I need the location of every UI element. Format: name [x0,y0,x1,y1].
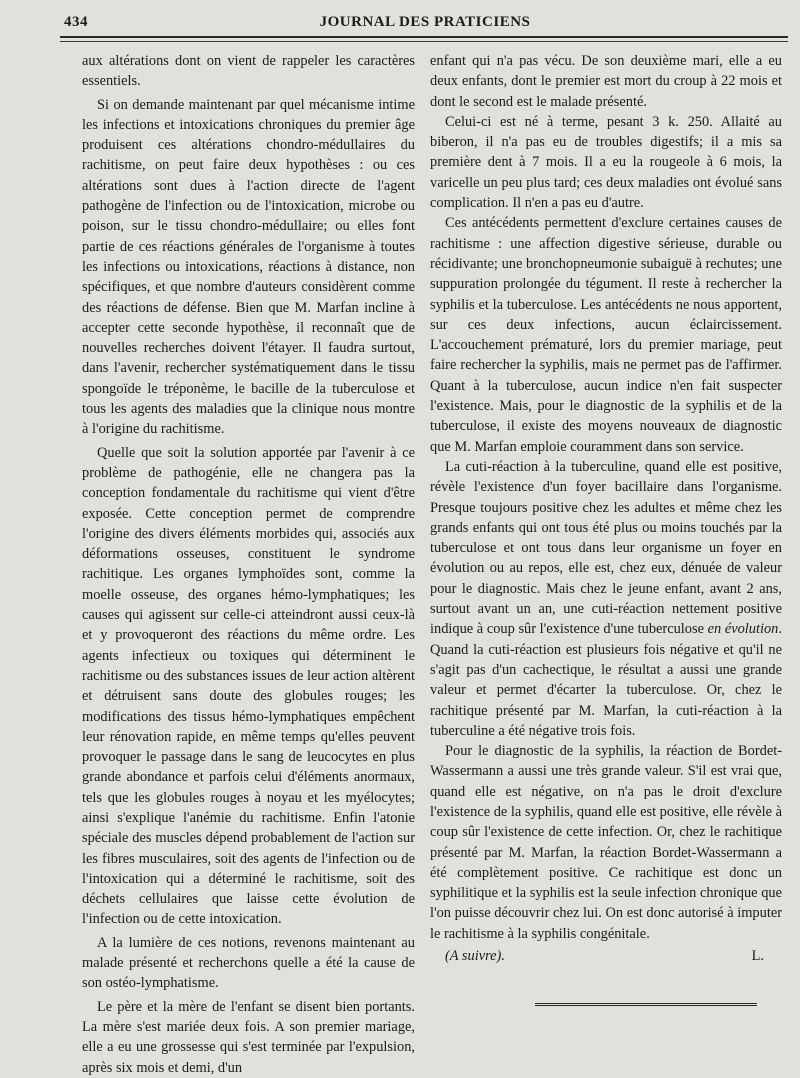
emphasis-text: en évolution [707,621,779,638]
signoff-line [430,946,782,966]
paragraph: enfant qui n'a pas vécu. De son deuxième mari, elle a eu deux enfants, dont le premier est mort du croup à 22 mois et dont le second est le malade présenté. [430,53,782,110]
paragraph: Celui-ci est né à terme, pesant 3 k. 250. Allaité au biberon, il n'a pas eu de troubles digestifs; il a mis sa première dent à 7 mois. Il a eu la rougeole à 6 mois, la varicelle un peu plus tard; ces deux maladies ont évolué sans complication. Il n'en a pas eu d'autre. [430,113,782,212]
author-initial: L. [751,948,764,965]
paragraph: A la lumière de ces notions, revenons maintenant au malade présenté et recherchons quelle a été la cause de son ostéo-lymphatisme. [82,934,415,992]
right-column [430,51,782,966]
to-be-continued: (A suivre). [445,948,505,965]
paragraph: Le père et la mère de l'enfant se disent bien portants. La mère s'est mariée deux fois. A son premier mariage, elle a eu une grossesse qui s'est terminée par l'expulsion, après six mois et demi, d'un [82,998,415,1076]
paragraph: aux altérations dont on vient de rappeler les caractères essentiels. [82,53,415,90]
page-number: 434 [64,14,88,30]
journal-title: JOURNAL DES PRATICIENS [319,14,531,30]
left-column [82,51,415,1078]
paragraph [430,457,782,741]
article-end-rule [535,1003,757,1006]
paragraph: Pour le diagnostic de la syphilis, la réaction de Bordet-Wassermann a aussi une très grande valeur. S'il est vrai que, quand elle est négative, on n'a pas le droit d'exclure l'existence de la syphilis, quand elle est positive, elle révèle à coup sûr l'existence de cette infection. Or, chez le rachitique présenté par M. Marfan, la réaction Bordet-Wassermann a été complètement positive. Ce rachitique est donc un syphilitique et la syphilis est la seule infection chronique que l'on puisse découvrir chez lui. On est donc autorisé à imputer le rachitisme à la syphilis congénitale. [430,743,782,942]
header-rule [60,36,788,38]
paragraph: Si on demande maintenant par quel mécanisme intime les infections et intoxications chroniques du premier âge produisent ces altérations chondro-médullaires du rachitisme, on peut faire deux hypothèses : ou ces altérations sont dues à l'action directe de l'agent pathogène de l'infection ou de l'intoxication, microbe ou poison, sur le tissu chondro-médullaire; ou elles font partie de ces réactions générales de l'organisme à toutes les infections ou intoxications, réactions à distance, non spécifiques, et que nombre d'auteurs considèrent comme des réactions de défense. Bien que M. Marfan incline à accepter cette seconde hypothèse, il reconnaît que de nouvelles recherches doivent l'étayer. Il faudra surtout, dans l'avenir, rechercher systématiquement dans le tissu spongoïde le tréponème, le bacille de la tuberculose et tous les agents des maladies que la clinique nous montre à l'origine du rachitisme. [82,96,415,438]
paragraph-text: La cuti-réaction à la tuberculine, quand elle est positive, révèle l'existence d'un foyer bacillaire dans l'organisme. Presque toujours positive chez les adultes et même chez les grands enfants qui ont tous été plus ou moins touchés par la tuberculose et ont tous dans leur organisme un foyer en évolution ou au repos, elle est, chez eux, dénuée de valeur pour le diagnostic. Mais chez le jeune enfant, avant 2 ans, surtout avant un an, une cuti-réaction nettement positive indique à coup sûr l'existence d'une tuberculose [430,458,782,638]
paragraph-text: . Quand la cuti-réaction est plusieurs fois négative et qu'il ne s'agit pas d'un cachectique, le résultat a aussi une grande valeur et permet d'écarter la tuberculose. Or, chez le rachitique présenté par M. Marfan, la cuti-réaction à la tuberculine a été négative trois fois. [430,621,782,739]
paragraph: Ces antécédents permettent d'exclure certaines causes de rachitisme : une affection digestive sérieuse, durable ou récidivante; une bronchopneumonie subaiguë à rechutes; une suppuration prolongée du tégument. Il reste à rechercher la syphilis et la tuberculose. Les antécédents ne nous apportent, sur ces deux infections, aucun éclaircissement. L'accouchement prématuré, lors du premier mariage, peut faire rechercher la syphilis, mais ne permet pas de l'affirmer. Quant à la tuberculose, aucun indice n'en fait suspecter l'existence. Mais, pour le diagnostic de la syphilis et de la tuberculose, il existe des moyens nouveaux de diagnostic que M. Marfan emploie couramment dans son service. [430,215,782,455]
paragraph: Quelle que soit la solution apportée par l'avenir à ce problème de pathogénie, elle ne changera pas la conception fondamentale du rachitisme qui vient d'être exposée. Cette conception permet de comprendre l'origine des divers éléments morbides qui, associés aux déformations osseuses, constituent le syndrome rachitique. Les organes lymphoïdes sont, comme la moelle osseuse, des organes hémo-lymphatiques; les causes qui agissent sur celle-ci atteindront aussi ceux-là et y provoqueront des réactions du même ordre. Les agents infectieux ou toxiques qui déterminent le rachitisme ou des substances issues de leur action altèrent et détruisent sans doute des globules rouges; les modifications des tissus hémo-lymphatiques empêchent leur rénovation rapide, en même temps qu'elles peuvent provoquer le passage dans le sang de leucocytes en plus grande abondance et parfois celui d'éléments anormaux, tels que les globules rouges à noyau et les myélocytes; ainsi s'explique l'anémie du rachitisme. Enfin l'atonie spéciale des muscles dépend probablement de l'action sur les fibres musculaires, soit des agents de l'infection ou de l'intoxication qui a déterminé le rachitisme, soit des déchets cellulaires que laisse cette évolution de l'infection ou de cette intoxication. [82,444,415,928]
page-header [60,12,790,36]
header-rule-thin [60,41,788,42]
